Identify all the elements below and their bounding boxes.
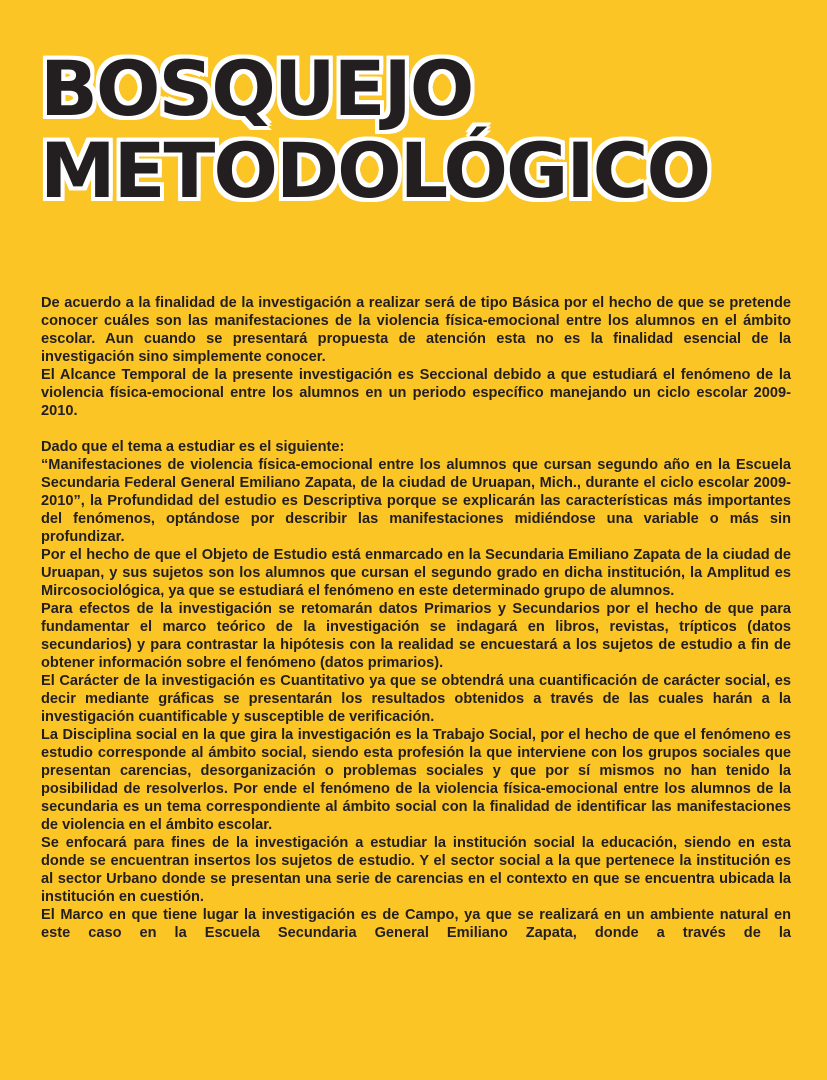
paragraph-fuentes: Para efectos de la investigación se retomarán datos Primarios y Secundarios por el hecho de que para fundamentar el marco teórico de la investigación se indagará en libros, revistas, trípticos (datos secundarios) y para contrastar la hipótesis con la realidad se encuestará a los sujetos de estudio a fin de obtener información sobre el fenómeno (datos primarios).	[41, 601, 791, 671]
paragraph-alcance-temporal: El Alcance Temporal de la presente investigación es Seccional debido a que estudiará el fenómeno de la violencia física-emocional entre los alumnos en un periodo específico manejando un ciclo escolar 2009-2010.	[41, 367, 791, 419]
paragraph-tema-intro: Dado que el tema a estudiar es el siguiente:	[41, 439, 345, 455]
body-text	[41, 294, 791, 942]
paragraph-finalidad: De acuerdo a la finalidad de la investigación a realizar será de tipo Básica por el hecho de que se pretende conocer cuáles son las manifestaciones de la violencia física-emocional entre los alumnos en el ámbito escolar. Aun cuando se presentará propuesta de atención esta no es la finalidad esencial de la investigación sino simplemente conocer.	[41, 295, 791, 365]
paragraph-spacer	[41, 420, 791, 438]
paragraph-caracter: El Carácter de la investigación es Cuantitativo ya que se obtendrá una cuantificación de carácter social, es decir mediante gráficas se presentarán los resultados obtenidos a través de las cuales harán a la investigación cuantificable y susceptible de verificación.	[41, 673, 791, 725]
paragraph-profundidad: “Manifestaciones de violencia física-emocional entre los alumnos que cursan segundo año en la Escuela Secundaria Federal General Emiliano Zapata, de la ciudad de Uruapan, Mich., durante el ciclo escolar 2009-2010”, la Profundidad del estudio es Descriptiva porque se explicarán las características más importantes del fenómenos, optándose por describir las manifestaciones midiéndose una variable o más sin profundizar.	[41, 457, 791, 545]
paragraph-disciplina: La Disciplina social en la que gira la investigación es la Trabajo Social, por el hecho de que el fenómeno es estudio corresponde al ámbito social, siendo esta profesión la que interviene con los grupos sociales que presentan carencias, desorganización o problemas sociales y que por sí mismos no han tenido la posibilidad de resolverlos. Por ende el fenómeno de la violencia física-emocional entre los alumnos de la secundaria es un tema correspondiente al ámbito social con la finalidad de identificar las manifestaciones de violencia en el ámbito escolar.	[41, 727, 791, 833]
paragraph-institucion: Se enfocará para fines de la investigación a estudiar la institución social la educación, siendo en esta donde se encuentran insertos los sujetos de estudio. Y el sector social a la que pertenece la institución es al sector Urbano donde se presentan una serie de carencias en el contexto en que se encuentra ubicada la institución en cuestión.	[41, 835, 791, 905]
paragraph-amplitud: Por el hecho de que el Objeto de Estudio está enmarcado en la Secundaria Emiliano Zapata de la ciudad de Uruapan, y sus sujetos son los alumnos que cursan el segundo grado en dicha institución, la Amplitud es Mircosociológica, ya que se estudiará el fenómeno en este determinado grupo de alumnos.	[41, 547, 791, 599]
paragraph-marco: El Marco en que tiene lugar la investigación es de Campo, ya que se realizará en un ambiente natural en este caso en la Escuela Secundaria General Emiliano Zapata, donde a través de la	[41, 907, 791, 941]
page-title	[40, 44, 710, 215]
title-line-1: BOSQUEJO	[40, 44, 473, 133]
title-line-2: METODOLÓGICO	[40, 126, 710, 215]
